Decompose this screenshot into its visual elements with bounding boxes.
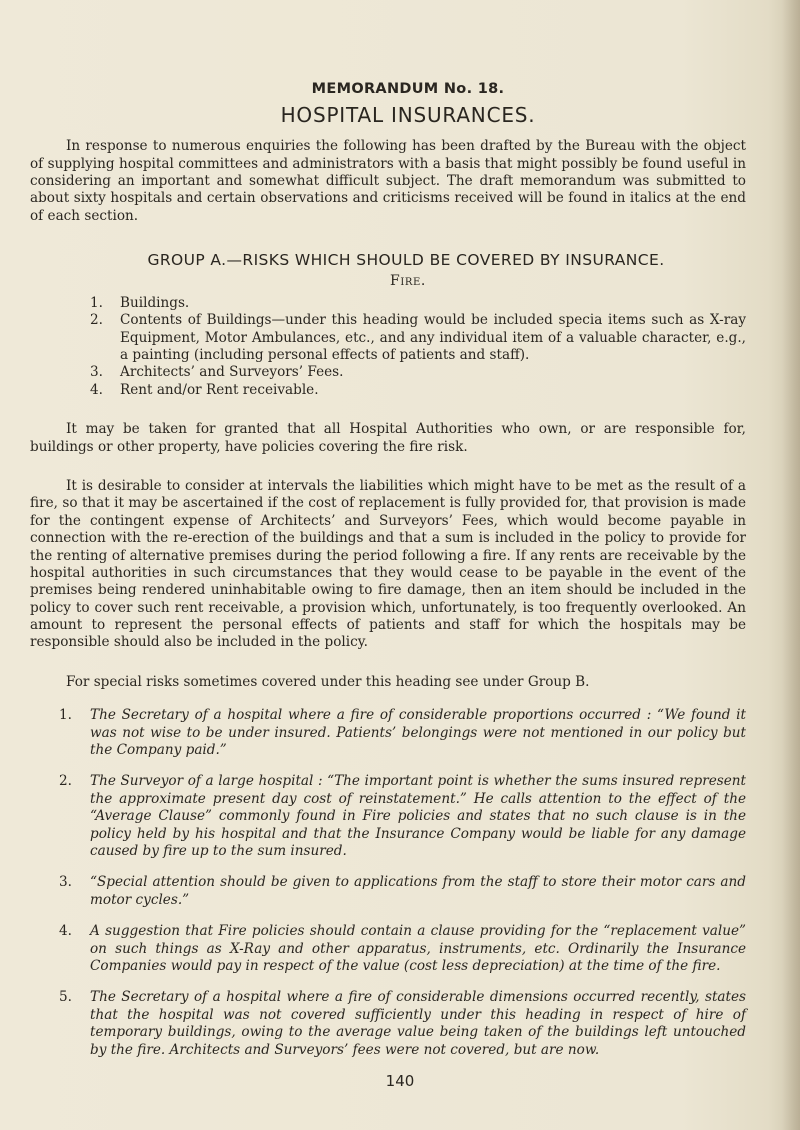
list-item-text: Buildings. [120,294,190,311]
body-paragraph-1: It may be taken for granted that all Hospital Authorities who own, or are responsible for, buildings or other property, have policies covering the fire risk. [30,421,746,455]
list-item-number: 1. [90,294,103,311]
list-item-number: 5. [59,989,72,1006]
list-item-text: Contents of Buildings—under this heading would be included specia items such as X-ray Equipment, Motor Ambulances, etc., and any individual item of a valuable character, e.g., a painting (including personal effects of patients and staff). [120,312,746,363]
intro-paragraph: In response to numerous enquiries the following has been drafted by the Bureau with the object of supplying hospital committees and administrators with a basis that might possibly be found useful in considering an important and somewhat difficult subject. The draft memorandum was submitted to about sixty hospitals and certain observations and criticisms received will be found in italics at the end of each section. [30,138,746,224]
observation-text: The Secretary of a hospital where a fire of considerable proportions occurred : “We found it was not wise to be under insured. Patients’ belongings were not mentioned in our policy but the Company paid.” [90,707,746,759]
list-item [30,874,746,909]
list-item-text: Architects’ and Surveyors’ Fees. [120,364,344,381]
list-item [90,382,746,399]
list-item [30,707,746,759]
document-title: HOSPITAL INSURANCES. [280,102,536,127]
list-item-text: Rent and/or Rent receivable. [120,381,319,398]
observation-text: A suggestion that Fire policies should contain a clause providing for the “replacement value” on such things as X-Ray and other apparatus, instruments, etc. Ordinarily the Insurance Companies would pay in respect of the value (cost less depreciation) at the time of the fire. [90,923,746,974]
observation-text: The Surveyor of a large hospital : “The important point is whether the sums insured represent the approximate present day cost of reinstatement.” He calls attention to the effect of the “Average Clause” commonly found in Fire policies and states that no such clause is in the policy held by his hospital and that the Insurance Company would be liable for any damage caused by fire up to the sum insured. [90,773,746,859]
list-item [30,989,746,1059]
observations-list [30,707,746,1059]
observation-text: “Special attention should be given to applications from the staff to store their motor cars and motor cycles.” [90,874,746,908]
list-item-number: 4. [90,381,103,398]
list-item-number: 3. [59,874,72,891]
risk-list [90,295,746,399]
memorandum-number: MEMORANDUM No. 18. [311,81,505,97]
list-item [90,295,746,312]
list-item-number: 2. [59,773,72,790]
list-item-number: 1. [59,707,72,724]
list-item [90,364,746,381]
document-body [30,80,746,1073]
list-item-number: 2. [90,312,103,329]
special-risks-note: For special risks sometimes covered under this heading see under Group B. [66,673,590,690]
group-a-title: GROUP A.—RISKS WHICH SHOULD BE COVERED BY INSURANCE. [147,251,665,270]
page-edge-shadow [782,0,800,1130]
list-item-number: 4. [59,923,72,940]
observation-text: The Secretary of a hospital where a fire of considerable dimensions occurred recently, states that the hospital was not covered sufficiently under this heading in respect of hire of temporary buildings, owing to the average value being taken of the buildings left untouched by the fire. Architects and Surveyors’ fees were not covered, but are now. [90,989,746,1058]
list-item [30,923,746,975]
list-item [30,773,746,860]
page-number: 140 [385,1072,415,1090]
list-item-number: 3. [90,364,103,381]
body-paragraph-2: It is desirable to consider at intervals the liabilities which might have to be met as the result of a fire, so that it may be ascertained if the cost of replacement is fully provided for, that provision is made for the contingent expense of Architects’ and Surveyors’ Fees, which would become payable in connection with the re-erection of the buildings and that a sum is included in the policy to provide for the renting of alternative premises during the period following a fire. If any rents are receivable by the hospital authorities in such circumstances that they would cease to be payable in the event of the premises being rendered uninhabitable owing to fire damage, then an item should be included in the policy to cover such rent receivable, a provision which, unfortunately, is too frequently overlooked. An amount to represent the personal effects of patients and staff for which the hospitals may be responsible should also be included in the policy. [30,477,746,651]
list-item [90,312,746,364]
section-title-fire: Fire. [390,272,426,289]
